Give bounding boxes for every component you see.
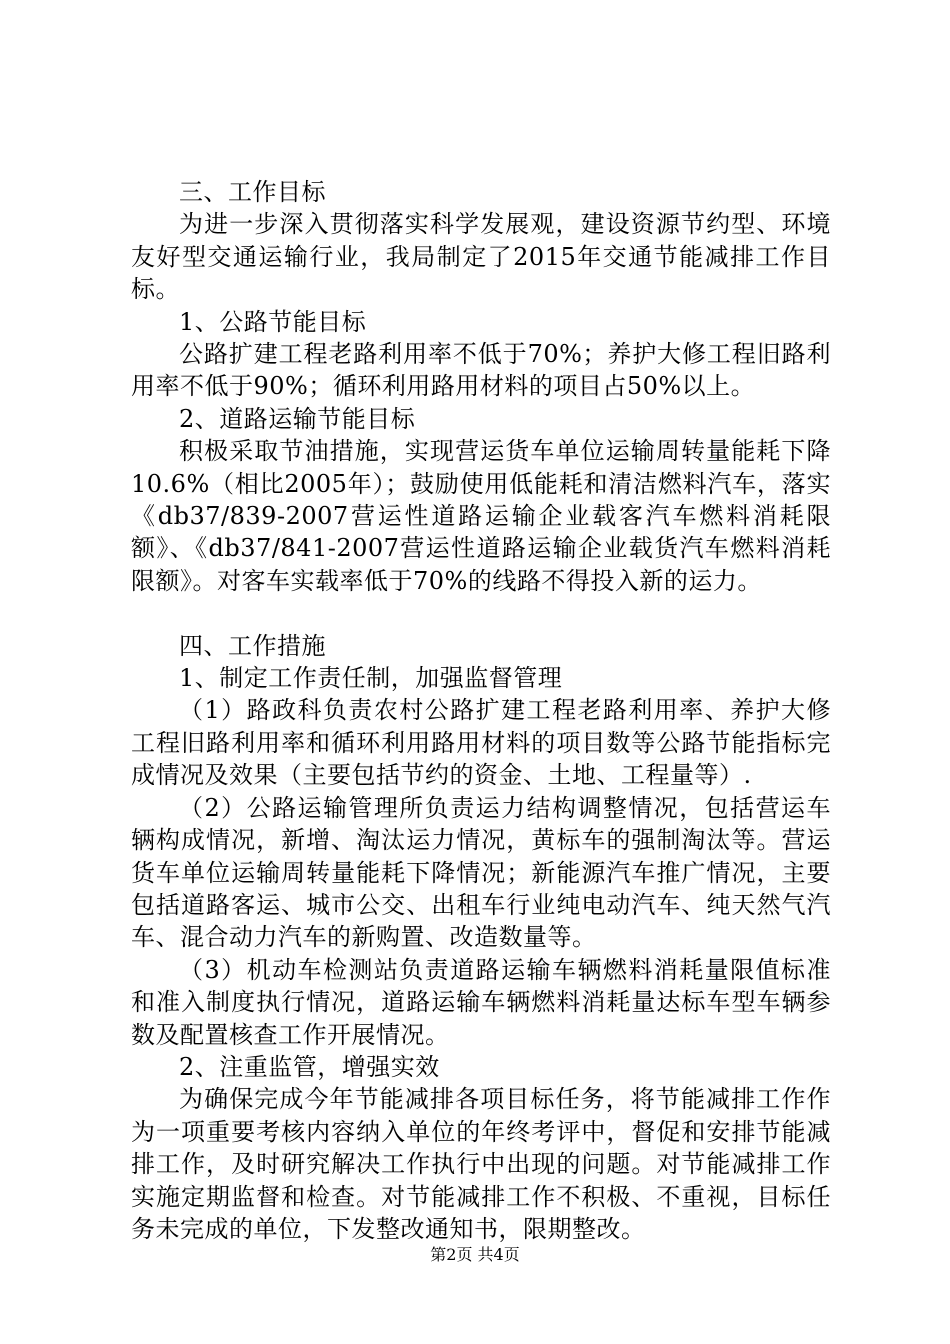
transport-goal-paragraph: 积极采取节油措施，实现营运货车单位运输周转量能耗下降10.6%（相比2005年）；鼓励使用低能耗和清洁燃料汽车，落实《db37/839-2007营运性道路运输企业载客汽车燃料消耗限额》、《db37/841-2007营运性道路运输企业载货汽车燃料消耗限额》。对客车实载率低于70%的线路不得投入新的运力。	[131, 437, 831, 595]
responsibility-heading: 1、制定工作责任制，加强监督管理	[179, 664, 563, 693]
document-body	[131, 176, 831, 1245]
responsibility-item-1: （1）路政科负责农村公路扩建工程老路利用率、养护大修工程旧路利用率和循环利用路用材料的项目数等公路节能指标完成情况及效果（主要包括节约的资金、土地、工程量等）.	[131, 696, 831, 790]
section-heading-goals: 三、工作目标	[179, 178, 326, 206]
goals-intro-paragraph: 为进一步深入贯彻落实科学发展观，建设资源节约型、环境友好型交通运输行业，我局制定了2015年交通节能减排工作目标。	[131, 210, 831, 304]
highway-goal-paragraph: 公路扩建工程老路利用率不低于70%；养护大修工程旧路利用率不低于90%；循环利用路用材料的项目占50%以上。	[131, 340, 831, 401]
transport-goal-heading: 2、道路运输节能目标	[179, 404, 416, 433]
page-number-footer: 第2页 共4页	[430, 1245, 520, 1264]
supervision-paragraph: 为确保完成今年节能减排各项目标任务，将节能减排工作作为一项重要考核内容纳入单位的年终考评中，督促和安排节能减排工作，及时研究解决工作执行中出现的问题。对节能减排工作实施定期监督和检查。对节能减排工作不积极、不重视，目标任务未完成的单位，下发整改通知书，限期整改。	[131, 1085, 831, 1243]
responsibility-item-2: （2）公路运输管理所负责运力结构调整情况，包括营运车辆构成情况，新增、淘汰运力情况，黄标车的强制淘汰等。营运货车单位运输周转量能耗下降情况；新能源汽车推广情况，主要包括道路客运、城市公交、出租车行业纯电动汽车、纯天然气汽车、混合动力汽车的新购置、改造数量等。	[131, 793, 831, 952]
section-spacer	[131, 597, 831, 629]
highway-goal-heading: 1、公路节能目标	[179, 307, 367, 336]
supervision-heading: 2、注重监管，增强实效	[179, 1052, 440, 1081]
section-heading-measures: 四、工作措施	[179, 631, 326, 660]
responsibility-item-3: （3）机动车检测站负责道路运输车辆燃料消耗量限值标准和准入制度执行情况，道路运输车辆燃料消耗量达标车型车辆参数及配置核查工作开展情况。	[131, 955, 831, 1049]
